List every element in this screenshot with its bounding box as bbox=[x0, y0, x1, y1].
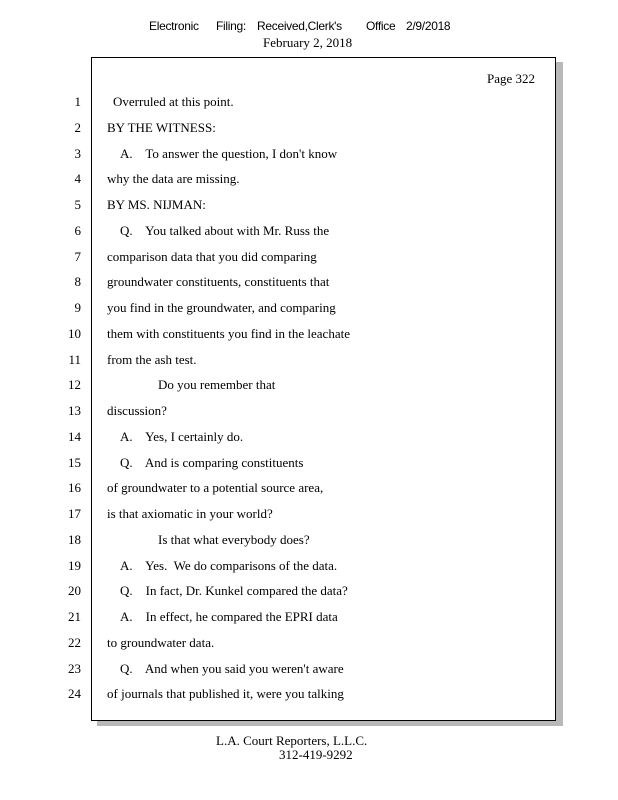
line-number: 7 bbox=[74, 248, 81, 264]
transcript-line: discussion? bbox=[107, 403, 167, 418]
transcript-line: Q. And is comparing constituents bbox=[120, 454, 304, 470]
footer-company: L.A. Court Reporters, L.L.C. bbox=[216, 733, 368, 748]
transcript-line: to groundwater data. bbox=[107, 634, 215, 650]
line-number: 12 bbox=[68, 377, 81, 393]
transcript-line: Is that what everybody does? bbox=[158, 531, 310, 547]
filing-word: Office bbox=[366, 19, 396, 33]
line-number: 16 bbox=[68, 480, 81, 496]
transcript-line: A. In effect, he compared the EPRI data bbox=[120, 609, 338, 624]
transcript-line: groundwater constituents, constituents that bbox=[107, 274, 330, 290]
transcript-line: Q. And when you said you weren't aware bbox=[120, 660, 344, 676]
line-number: 15 bbox=[68, 454, 81, 470]
header-date: February 2, 2018 bbox=[263, 35, 353, 50]
filing-word: 2/9/2018 bbox=[406, 19, 451, 33]
filing-word: Received,Clerk's bbox=[257, 19, 342, 33]
transcript-line: of journals that published it, were you talking bbox=[107, 686, 344, 702]
line-number: 4 bbox=[74, 171, 81, 187]
filing-word: Electronic bbox=[149, 19, 199, 33]
line-number: 3 bbox=[74, 145, 81, 161]
line-number: 14 bbox=[68, 428, 81, 444]
transcript-line: A. Yes. We do comparisons of the data. bbox=[120, 557, 338, 573]
line-number: 2 bbox=[74, 119, 81, 135]
page-number: Page 322 bbox=[487, 71, 536, 86]
line-number: 10 bbox=[68, 325, 81, 341]
line-number: 22 bbox=[68, 634, 81, 650]
line-number: 11 bbox=[68, 351, 81, 367]
line-number: 9 bbox=[74, 300, 81, 315]
transcript-line: Overruled at this point. bbox=[113, 94, 234, 109]
line-number: 17 bbox=[68, 506, 81, 521]
transcript-line: BY THE WITNESS: bbox=[107, 119, 216, 135]
transcript-line: comparison data that you did comparing bbox=[107, 248, 317, 264]
line-number: 18 bbox=[68, 531, 81, 547]
line-number: 20 bbox=[68, 583, 81, 599]
transcript-line: A. To answer the question, I don't know bbox=[120, 145, 338, 161]
transcript-line: A. Yes, I certainly do. bbox=[120, 428, 244, 444]
line-number: 24 bbox=[68, 686, 81, 702]
transcript-line: you find in the groundwater, and comparing bbox=[107, 300, 336, 315]
transcript-line: them with constituents you find in the leachate bbox=[107, 325, 350, 341]
line-number: 1 bbox=[74, 94, 81, 109]
line-number: 13 bbox=[68, 403, 81, 418]
filing-word: Filing: bbox=[216, 19, 246, 33]
transcript-line: Do you remember that bbox=[158, 377, 276, 393]
line-number: 23 bbox=[68, 660, 81, 676]
transcript-line: Q. In fact, Dr. Kunkel compared the data? bbox=[120, 583, 348, 599]
line-number: 8 bbox=[74, 274, 81, 290]
footer-phone: 312-419-9292 bbox=[279, 747, 353, 762]
transcript-line: of groundwater to a potential source area, bbox=[107, 480, 324, 496]
transcript-line: why the data are missing. bbox=[107, 171, 240, 187]
transcript-line: is that axiomatic in your world? bbox=[107, 506, 273, 521]
transcript-line: Q. You talked about with Mr. Russ the bbox=[120, 222, 330, 238]
line-number: 21 bbox=[68, 609, 81, 624]
line-number: 5 bbox=[74, 197, 81, 212]
transcript-line: BY MS. NIJMAN: bbox=[107, 197, 206, 212]
line-number: 19 bbox=[68, 557, 81, 573]
transcript-line: from the ash test. bbox=[107, 351, 197, 367]
line-number: 6 bbox=[74, 222, 81, 238]
